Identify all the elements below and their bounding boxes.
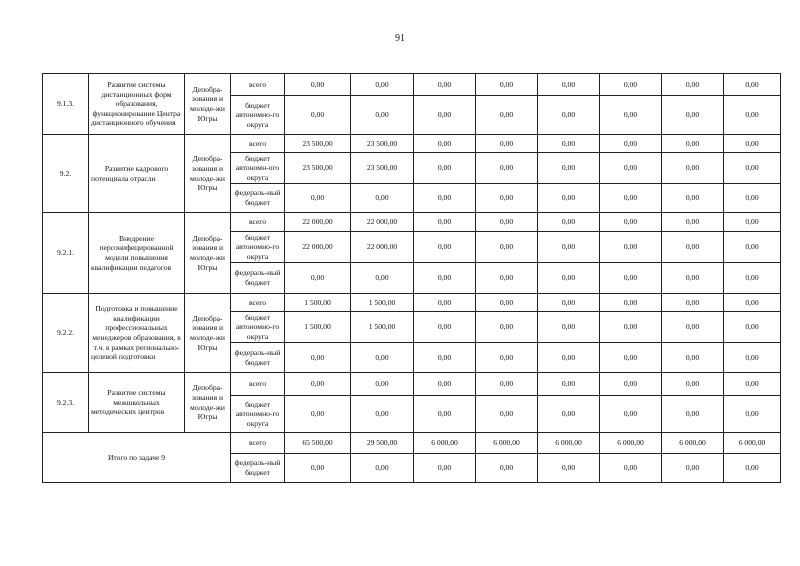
amount-cell: 0,00 [476, 454, 538, 483]
amount-cell: 0,00 [476, 232, 538, 263]
amount-cell: 0,00 [414, 232, 476, 263]
amount-cell: 6 000,00 [476, 433, 538, 454]
amount-cell: 0,00 [414, 74, 476, 96]
amount-cell: 0,00 [600, 213, 662, 232]
amount-cell: 0,00 [600, 294, 662, 312]
amount-cell: 0,00 [662, 396, 724, 433]
amount-cell: 29 500,00 [351, 433, 414, 454]
row-responsible: Депобра-зования и молоде-жи Югры [185, 213, 231, 294]
amount-cell: 0,00 [662, 135, 724, 153]
amount-cell: 0,00 [538, 213, 600, 232]
row-code: 9.1.3. [43, 74, 89, 135]
table-row [43, 213, 781, 232]
amount-cell: 0,00 [414, 312, 476, 343]
funding-source: всего [231, 373, 285, 396]
row-responsible: Депобра-зования и молоде-жи Югры [185, 294, 231, 373]
funding-source: всего [231, 74, 285, 96]
amount-cell: 0,00 [724, 74, 781, 96]
amount-cell: 0,00 [662, 74, 724, 96]
amount-cell: 0,00 [351, 454, 414, 483]
row-code: 9.2.1. [43, 213, 89, 294]
amount-cell: 0,00 [538, 263, 600, 294]
amount-cell: 0,00 [351, 74, 414, 96]
amount-cell: 0,00 [285, 96, 351, 135]
row-code: 9.2. [43, 135, 89, 213]
amount-cell: 0,00 [476, 263, 538, 294]
amount-cell: 0,00 [476, 396, 538, 433]
amount-cell: 0,00 [662, 96, 724, 135]
amount-cell: 0,00 [662, 213, 724, 232]
row-responsible: Депобра-зования и молоде-жи Югры [185, 135, 231, 213]
amount-cell: 0,00 [662, 454, 724, 483]
amount-cell: 0,00 [724, 184, 781, 213]
amount-cell: 0,00 [662, 232, 724, 263]
amount-cell: 0,00 [476, 213, 538, 232]
funding-source: федераль-ный бюджет [231, 263, 285, 294]
table-row [43, 373, 781, 396]
amount-cell: 0,00 [476, 343, 538, 373]
amount-cell: 0,00 [476, 184, 538, 213]
amount-cell: 0,00 [414, 373, 476, 396]
amount-cell: 0,00 [538, 232, 600, 263]
page-number: 91 [395, 33, 405, 44]
amount-cell: 0,00 [476, 74, 538, 96]
funding-source: бюджет автономно-го округа [231, 312, 285, 343]
amount-cell: 23 500,00 [285, 153, 351, 184]
amount-cell: 0,00 [724, 96, 781, 135]
amount-cell: 22 000,00 [285, 232, 351, 263]
amount-cell: 0,00 [538, 454, 600, 483]
funding-source: федераль-ный бюджет [231, 454, 285, 483]
amount-cell: 0,00 [600, 135, 662, 153]
amount-cell: 0,00 [414, 263, 476, 294]
funding-source: федераль-ный бюджет [231, 343, 285, 373]
amount-cell: 0,00 [285, 263, 351, 294]
funding-source: всего [231, 294, 285, 312]
amount-cell: 0,00 [538, 153, 600, 184]
amount-cell: 0,00 [724, 294, 781, 312]
row-name: Подготовка и повышение квалификации профессиональных менеджеров образования, в т.ч. в рамках регионально-целевой подготовки [89, 294, 185, 373]
amount-cell: 0,00 [538, 343, 600, 373]
total-row [43, 433, 781, 454]
amount-cell: 0,00 [538, 74, 600, 96]
row-code: 9.2.2. [43, 294, 89, 373]
amount-cell: 0,00 [285, 373, 351, 396]
budget-table [42, 73, 781, 483]
amount-cell: 0,00 [600, 153, 662, 184]
amount-cell: 0,00 [600, 96, 662, 135]
amount-cell: 0,00 [414, 213, 476, 232]
row-name: Развитие системы межшкольных методических центров [89, 373, 185, 433]
row-responsible: Депобра-зования и молоде-жи Югры [185, 74, 231, 135]
amount-cell: 6 000,00 [662, 433, 724, 454]
amount-cell: 0,00 [285, 343, 351, 373]
amount-cell: 0,00 [285, 184, 351, 213]
amount-cell: 0,00 [285, 454, 351, 483]
amount-cell: 0,00 [351, 263, 414, 294]
amount-cell: 0,00 [600, 396, 662, 433]
amount-cell: 0,00 [600, 74, 662, 96]
amount-cell: 0,00 [476, 96, 538, 135]
amount-cell: 0,00 [538, 96, 600, 135]
amount-cell: 0,00 [600, 454, 662, 483]
amount-cell: 1 500,00 [351, 294, 414, 312]
row-name: Внедрение персонифицированной модели повышения квалификации педагогов [89, 213, 185, 294]
amount-cell: 0,00 [538, 312, 600, 343]
amount-cell: 0,00 [414, 184, 476, 213]
amount-cell: 0,00 [662, 184, 724, 213]
amount-cell: 6 000,00 [600, 433, 662, 454]
amount-cell: 23 500,00 [285, 135, 351, 153]
table-row [43, 135, 781, 153]
amount-cell: 0,00 [351, 373, 414, 396]
amount-cell: 6 000,00 [414, 433, 476, 454]
amount-cell: 1 500,00 [285, 294, 351, 312]
amount-cell: 0,00 [724, 213, 781, 232]
amount-cell: 0,00 [662, 153, 724, 184]
total-label: Итого по задаче 9 [43, 433, 231, 483]
table-body [43, 74, 781, 483]
amount-cell: 0,00 [285, 396, 351, 433]
amount-cell: 0,00 [724, 135, 781, 153]
funding-source: бюджет автономно-го округа [231, 232, 285, 263]
amount-cell: 0,00 [724, 232, 781, 263]
amount-cell: 0,00 [724, 396, 781, 433]
amount-cell: 0,00 [476, 135, 538, 153]
amount-cell: 6 000,00 [724, 433, 781, 454]
amount-cell: 0,00 [662, 294, 724, 312]
amount-cell: 0,00 [538, 396, 600, 433]
amount-cell: 0,00 [351, 396, 414, 433]
amount-cell: 0,00 [476, 294, 538, 312]
amount-cell: 23 500,00 [351, 153, 414, 184]
amount-cell: 65 500,00 [285, 433, 351, 454]
amount-cell: 0,00 [538, 184, 600, 213]
amount-cell: 0,00 [351, 343, 414, 373]
amount-cell: 6 000,00 [538, 433, 600, 454]
amount-cell: 0,00 [476, 373, 538, 396]
amount-cell: 0,00 [662, 373, 724, 396]
amount-cell: 0,00 [662, 263, 724, 294]
amount-cell: 0,00 [414, 294, 476, 312]
funding-source: бюджет автономно-го округа [231, 396, 285, 433]
amount-cell: 0,00 [662, 312, 724, 343]
amount-cell: 0,00 [538, 294, 600, 312]
amount-cell: 0,00 [724, 373, 781, 396]
amount-cell: 0,00 [351, 184, 414, 213]
amount-cell: 0,00 [662, 343, 724, 373]
amount-cell: 0,00 [538, 373, 600, 396]
amount-cell: 0,00 [724, 153, 781, 184]
amount-cell: 0,00 [476, 312, 538, 343]
funding-source: всего [231, 213, 285, 232]
row-responsible: Депобра-зования и молоде-жи Югры [185, 373, 231, 433]
amount-cell: 0,00 [414, 135, 476, 153]
amount-cell: 0,00 [600, 343, 662, 373]
amount-cell: 22 000,00 [351, 213, 414, 232]
amount-cell: 0,00 [414, 343, 476, 373]
funding-source: всего [231, 433, 285, 454]
amount-cell: 1 500,00 [351, 312, 414, 343]
row-code: 9.2.3. [43, 373, 89, 433]
amount-cell: 0,00 [285, 74, 351, 96]
amount-cell: 0,00 [538, 135, 600, 153]
amount-cell: 0,00 [600, 312, 662, 343]
funding-source: всего [231, 135, 285, 153]
amount-cell: 0,00 [414, 96, 476, 135]
amount-cell: 0,00 [476, 153, 538, 184]
amount-cell: 0,00 [724, 263, 781, 294]
amount-cell: 0,00 [600, 184, 662, 213]
amount-cell: 22 000,00 [351, 232, 414, 263]
funding-source: бюджет автономно-го округа [231, 96, 285, 135]
row-name: Развитие кадрового потенциала отрасли [89, 135, 185, 213]
row-name: Развитие системы дистанционных форм образования, функционирование Центра дистанционного обучения [89, 74, 185, 135]
table-row [43, 74, 781, 96]
table-row [43, 294, 781, 312]
amount-cell: 23 500,00 [351, 135, 414, 153]
amount-cell: 0,00 [414, 454, 476, 483]
amount-cell: 0,00 [414, 396, 476, 433]
funding-source: федераль-ный бюджет [231, 184, 285, 213]
amount-cell: 0,00 [600, 232, 662, 263]
amount-cell: 0,00 [600, 263, 662, 294]
amount-cell: 0,00 [724, 343, 781, 373]
amount-cell: 0,00 [724, 312, 781, 343]
amount-cell: 22 000,00 [285, 213, 351, 232]
amount-cell: 1 500,00 [285, 312, 351, 343]
amount-cell: 0,00 [351, 96, 414, 135]
funding-source: бюджет автономн-ого округа [231, 153, 285, 184]
amount-cell: 0,00 [414, 153, 476, 184]
amount-cell: 0,00 [724, 454, 781, 483]
amount-cell: 0,00 [600, 373, 662, 396]
